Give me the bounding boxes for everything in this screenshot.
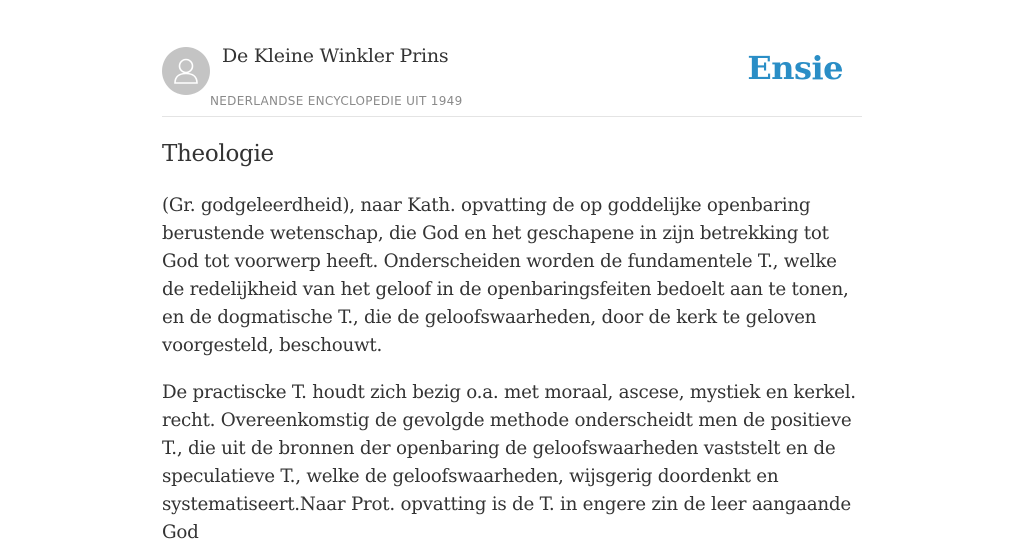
article xyxy=(162,138,862,547)
brand-logo[interactable]: Ensie xyxy=(747,49,843,87)
source-title[interactable]: De Kleine Winkler Prins xyxy=(222,45,449,67)
source-subtitle: NEDERLANDSE ENCYCLOPEDIE UIT 1949 xyxy=(210,94,463,108)
article-paragraph: De practiscke T. houdt zich bezig o.a. met moraal, ascese, mystiek en kerkel. recht. Overeenkomstig de gevolgde methode onderscheidt men de positieve T., die uit de bronnen der openbaring de geloofswaarheden vaststelt en de speculatieve T., welke de geloofswaarheden, wijsgerig doordenkt en systematiseert.Naar Prot. opvatting is de T. in engere zin de leer aangaande God xyxy=(162,382,856,543)
article-paragraph: (Gr. godgeleerdheid), naar Kath. opvatting de op goddelijke openbaring berustende wetenschap, die God en het geschapene in zijn betrekking tot God tot voorwerp heeft. Onderscheiden worden de fundamentele T., welke de redelijkheid van het geloof in de openbaringsfeiten bedoelt aan te tonen, en de dogmatische T., die de geloofswaarheden, door de kerk te geloven voorgesteld, beschouwt. xyxy=(162,195,849,356)
header xyxy=(162,0,862,117)
user-icon xyxy=(162,47,210,95)
article-title: Theologie xyxy=(162,141,274,167)
